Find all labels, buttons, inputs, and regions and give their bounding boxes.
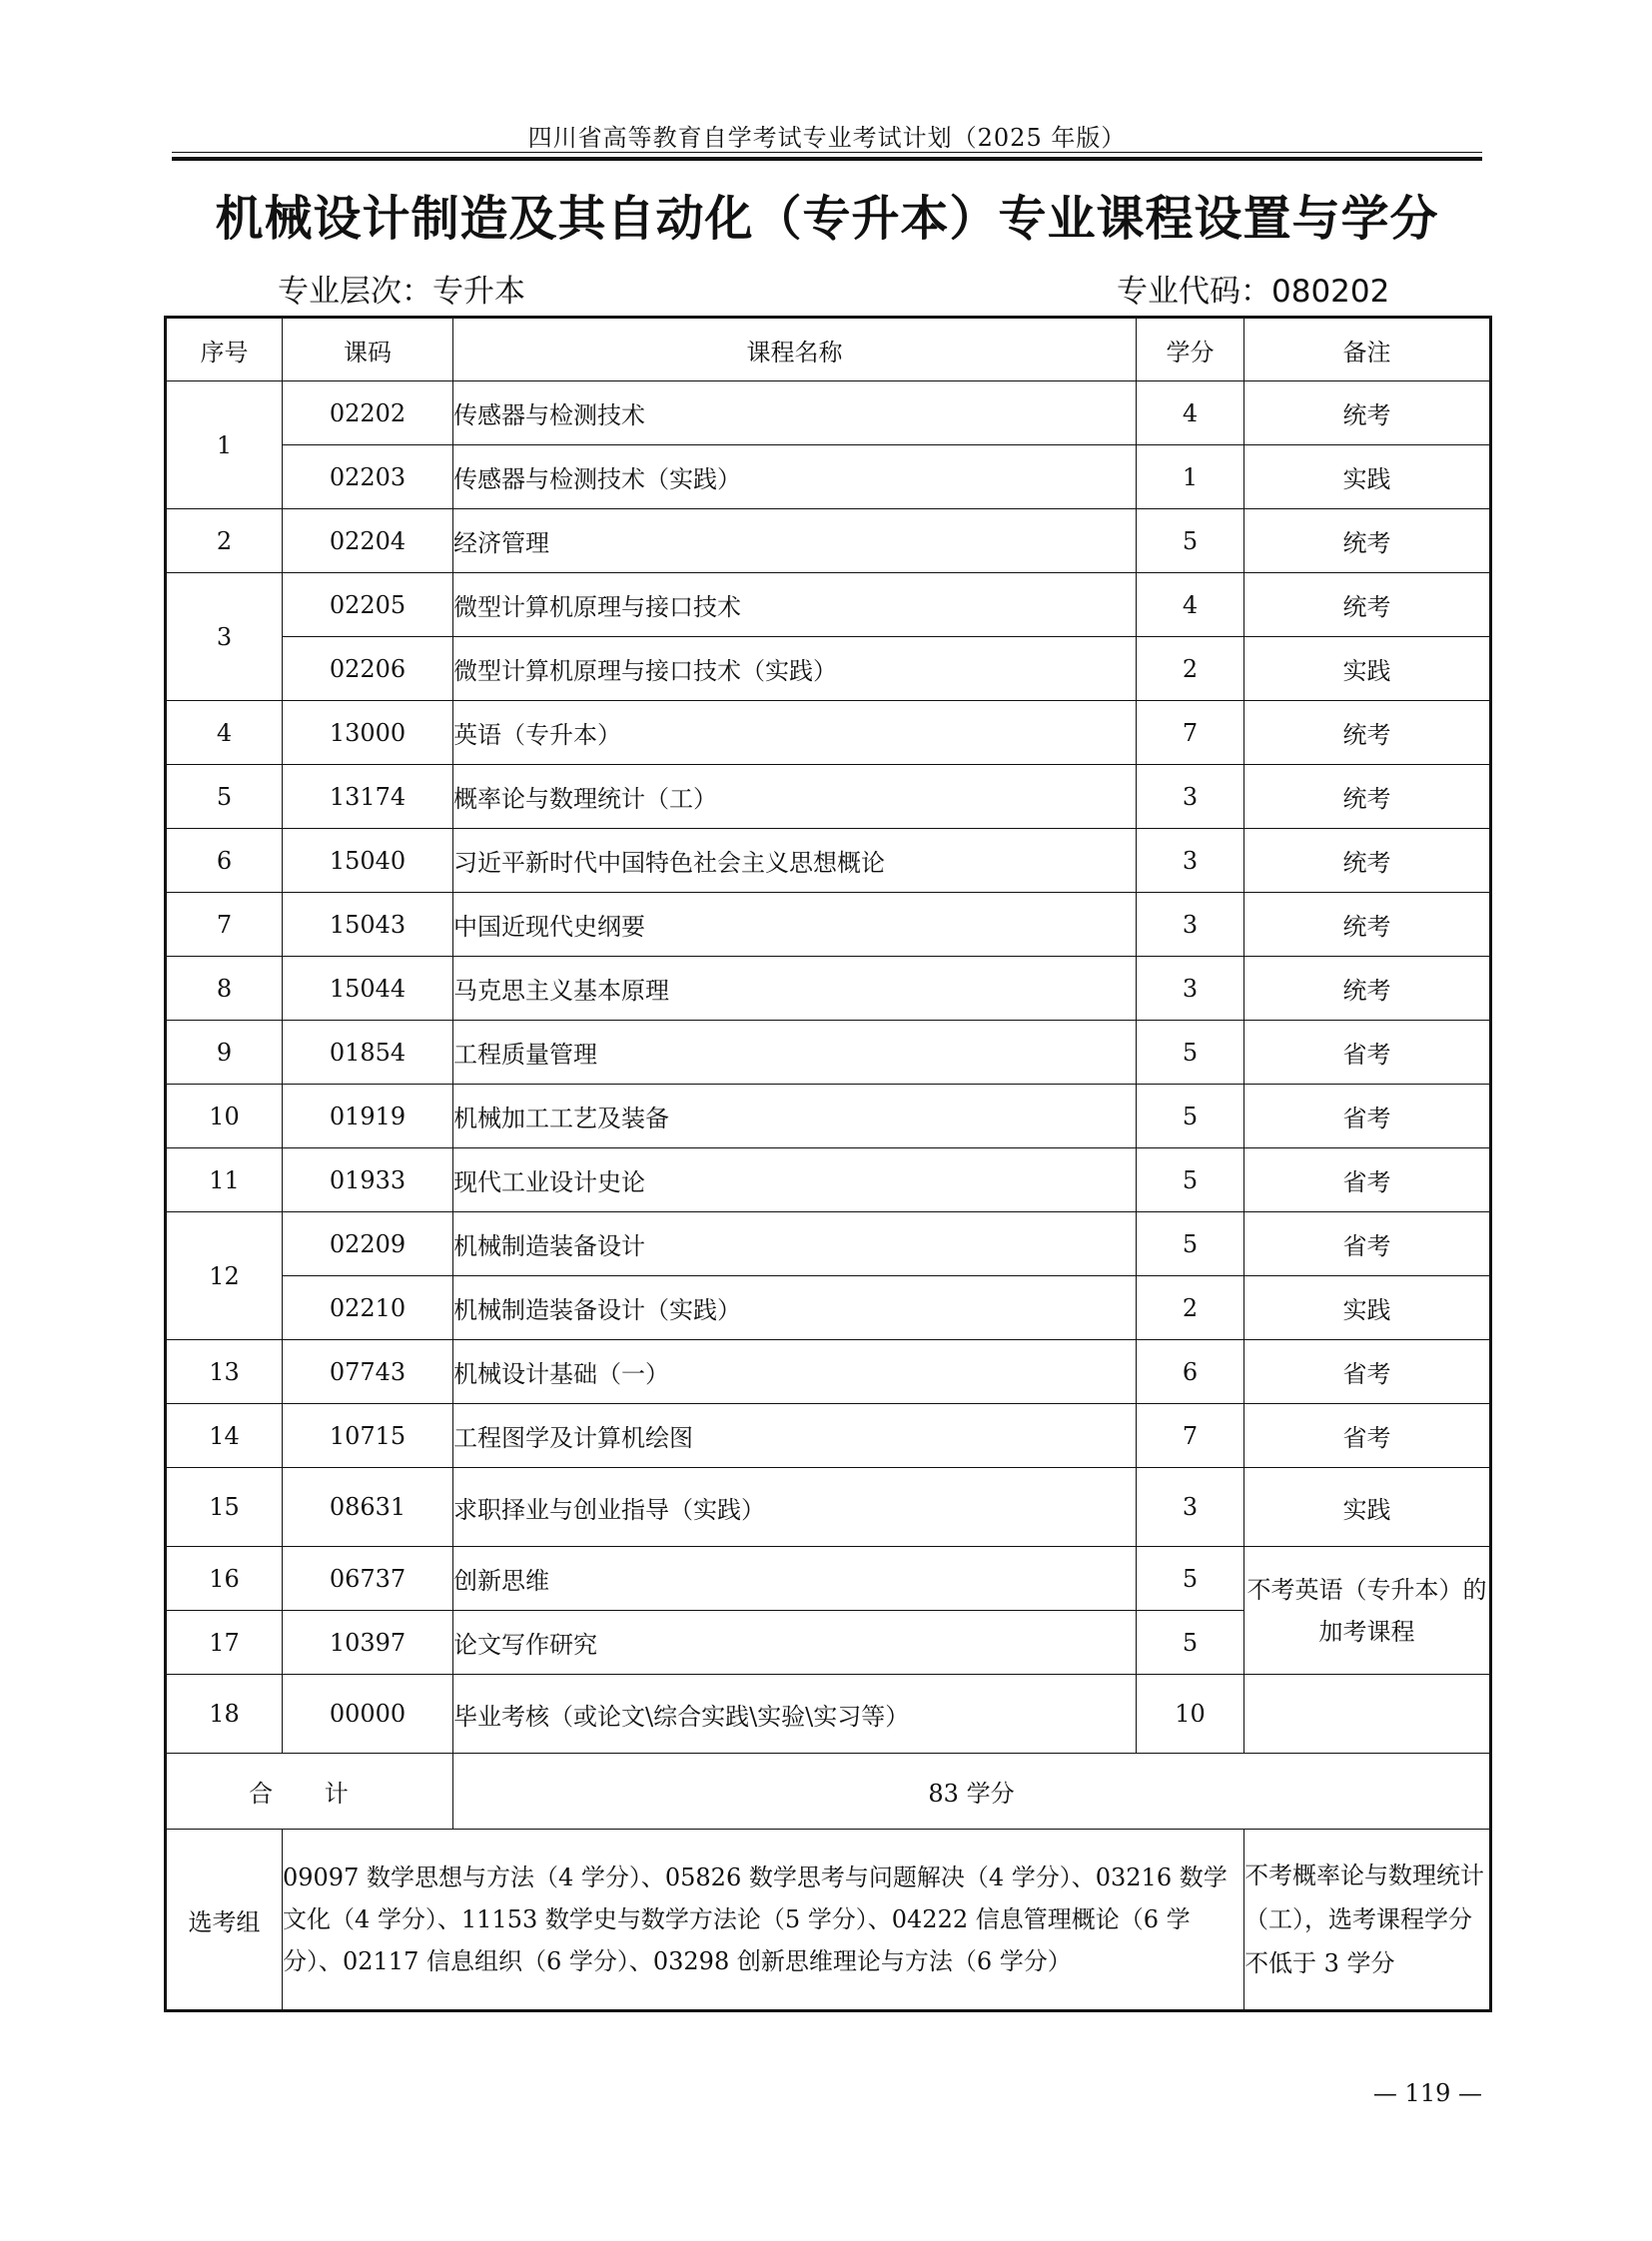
- row-seq: 16: [166, 1547, 283, 1611]
- row-code: 02202: [283, 381, 453, 445]
- row-note: 省考: [1244, 1212, 1491, 1276]
- row-note: 不考英语（专升本）的加考课程: [1244, 1547, 1491, 1675]
- header-rule: [172, 152, 1482, 153]
- row-credits: 4: [1137, 573, 1244, 637]
- table-row: [166, 1340, 1491, 1404]
- table-row: [166, 1468, 1491, 1547]
- row-code: 01919: [283, 1085, 453, 1148]
- row-credits: 2: [1137, 637, 1244, 701]
- course-table: [164, 316, 1492, 2012]
- row-course-name: 工程质量管理: [453, 1021, 1137, 1085]
- row-code: 15044: [283, 957, 453, 1021]
- header-rule-thick: [172, 157, 1482, 161]
- header-code: 课码: [283, 318, 453, 381]
- table-row: [166, 1148, 1491, 1212]
- row-course-name: 创新思维: [453, 1547, 1137, 1611]
- row-code: 07743: [283, 1340, 453, 1404]
- table-row: [166, 1675, 1491, 1754]
- row-note: 统考: [1244, 829, 1491, 893]
- page-number: — 119 —: [1372, 2079, 1482, 2107]
- row-note: 统考: [1244, 381, 1491, 445]
- row-seq: 15: [166, 1468, 283, 1547]
- row-code: 15043: [283, 893, 453, 957]
- table-row: [166, 1212, 1491, 1276]
- table-row: [166, 445, 1491, 509]
- row-code: 08631: [283, 1468, 453, 1547]
- row-seq: 11: [166, 1148, 283, 1212]
- row-credits: 5: [1137, 1148, 1244, 1212]
- elective-label: 选考组: [166, 1830, 283, 2011]
- total-credits: 83 学分: [453, 1754, 1491, 1830]
- row-note: 统考: [1244, 509, 1491, 573]
- row-credits: 7: [1137, 1404, 1244, 1468]
- row-credits: 4: [1137, 381, 1244, 445]
- row-code: 01854: [283, 1021, 453, 1085]
- row-note: 实践: [1244, 445, 1491, 509]
- row-course-name: 机械加工工艺及装备: [453, 1085, 1137, 1148]
- header-note: 备注: [1244, 318, 1491, 381]
- major-code: 专业代码：080202: [1117, 274, 1390, 310]
- row-note: 实践: [1244, 1468, 1491, 1547]
- row-note: 实践: [1244, 1276, 1491, 1340]
- elective-courses: 09097 数学思想与方法（4 学分）、05826 数学思考与问题解决（4 学分）、03216 数学文化（4 学分）、11153 数学史与数学方法论（5 学分）、04222 信息管理概论（6 学分）、02117 信息组织（6 学分）、03298 创新思维理论与方法（6 学分）: [283, 1830, 1244, 2011]
- row-course-name: 习近平新时代中国特色社会主义思想概论: [453, 829, 1137, 893]
- row-seq: 7: [166, 893, 283, 957]
- row-seq: 6: [166, 829, 283, 893]
- row-note: 统考: [1244, 573, 1491, 637]
- table-row: [166, 1085, 1491, 1148]
- table-row: [166, 1547, 1491, 1611]
- row-credits: 5: [1137, 1212, 1244, 1276]
- table-row: [166, 765, 1491, 829]
- row-code: 02209: [283, 1212, 453, 1276]
- table-row: [166, 381, 1491, 445]
- row-code: 01933: [283, 1148, 453, 1212]
- page-title: 机械设计制造及其自动化（专升本）专业课程设置与学分: [215, 191, 1439, 247]
- row-credits: 1: [1137, 445, 1244, 509]
- row-note: 省考: [1244, 1404, 1491, 1468]
- row-credits: 3: [1137, 893, 1244, 957]
- row-seq: 2: [166, 509, 283, 573]
- table-row: [166, 701, 1491, 765]
- row-seq: 5: [166, 765, 283, 829]
- row-course-name: 微型计算机原理与接口技术（实践）: [453, 637, 1137, 701]
- row-course-name: 现代工业设计史论: [453, 1148, 1137, 1212]
- row-course-name: 英语（专升本）: [453, 701, 1137, 765]
- row-course-name: 机械制造装备设计（实践）: [453, 1276, 1137, 1340]
- row-seq: 4: [166, 701, 283, 765]
- row-course-name: 机械设计基础（一）: [453, 1340, 1137, 1404]
- row-course-name: 求职择业与创业指导（实践）: [453, 1468, 1137, 1547]
- row-seq: 18: [166, 1675, 283, 1754]
- row-course-name: 传感器与检测技术（实践）: [453, 445, 1137, 509]
- row-course-name: 机械制造装备设计: [453, 1212, 1137, 1276]
- table-row: [166, 957, 1491, 1021]
- row-note: 统考: [1244, 765, 1491, 829]
- row-code: 02204: [283, 509, 453, 573]
- table-row: [166, 637, 1491, 701]
- table-row: [166, 1021, 1491, 1085]
- row-code: 13174: [283, 765, 453, 829]
- row-credits: 5: [1137, 1611, 1244, 1675]
- header-seq: 序号: [166, 318, 283, 381]
- row-code: 02205: [283, 573, 453, 637]
- row-note: 统考: [1244, 893, 1491, 957]
- row-course-name: 概率论与数理统计（工）: [453, 765, 1137, 829]
- table-row: [166, 1404, 1491, 1468]
- table-row: [166, 893, 1491, 957]
- row-credits: 5: [1137, 1021, 1244, 1085]
- elective-note: 不考概率论与数理统计（工），选考课程学分不低于 3 学分: [1244, 1830, 1491, 2011]
- row-course-name: 微型计算机原理与接口技术: [453, 573, 1137, 637]
- total-label: 合 计: [166, 1754, 453, 1830]
- row-note: 省考: [1244, 1085, 1491, 1148]
- row-credits: 3: [1137, 957, 1244, 1021]
- header-name: 课程名称: [453, 318, 1137, 381]
- row-credits: 7: [1137, 701, 1244, 765]
- row-course-name: 经济管理: [453, 509, 1137, 573]
- row-seq: 10: [166, 1085, 283, 1148]
- row-seq: 1: [166, 381, 283, 509]
- elective-row: [166, 1830, 1491, 2011]
- total-row: [166, 1754, 1491, 1830]
- row-note: 统考: [1244, 701, 1491, 765]
- table-header-row: [166, 318, 1491, 381]
- row-code: 02206: [283, 637, 453, 701]
- row-credits: 5: [1137, 1547, 1244, 1611]
- row-note: 省考: [1244, 1340, 1491, 1404]
- row-course-name: 毕业考核（或论文\综合实践\实验\实习等）: [453, 1675, 1137, 1754]
- row-seq: 3: [166, 573, 283, 701]
- row-code: 02210: [283, 1276, 453, 1340]
- row-seq: 8: [166, 957, 283, 1021]
- row-credits: 3: [1137, 829, 1244, 893]
- row-code: 10397: [283, 1611, 453, 1675]
- row-credits: 6: [1137, 1340, 1244, 1404]
- row-credits: 10: [1137, 1675, 1244, 1754]
- row-course-name: 中国近现代史纲要: [453, 893, 1137, 957]
- row-code: 13000: [283, 701, 453, 765]
- table-row: [166, 1276, 1491, 1340]
- row-seq: 12: [166, 1212, 283, 1340]
- table-row: [166, 829, 1491, 893]
- row-credits: 5: [1137, 509, 1244, 573]
- row-seq: 13: [166, 1340, 283, 1404]
- header-credits: 学分: [1137, 318, 1244, 381]
- running-header: 四川省高等教育自学考试专业考试计划（2025 年版）: [527, 124, 1127, 152]
- row-credits: 3: [1137, 1468, 1244, 1547]
- row-note: [1244, 1675, 1491, 1754]
- row-seq: 9: [166, 1021, 283, 1085]
- row-note: 统考: [1244, 957, 1491, 1021]
- row-code: 02203: [283, 445, 453, 509]
- row-credits: 2: [1137, 1276, 1244, 1340]
- table-row: [166, 509, 1491, 573]
- row-code: 06737: [283, 1547, 453, 1611]
- row-course-name: 传感器与检测技术: [453, 381, 1137, 445]
- row-note: 省考: [1244, 1021, 1491, 1085]
- row-course-name: 工程图学及计算机绘图: [453, 1404, 1137, 1468]
- major-level: 专业层次：专升本: [278, 274, 525, 310]
- row-note: 省考: [1244, 1148, 1491, 1212]
- row-note: 实践: [1244, 637, 1491, 701]
- row-code: 10715: [283, 1404, 453, 1468]
- row-course-name: 论文写作研究: [453, 1611, 1137, 1675]
- row-code: 00000: [283, 1675, 453, 1754]
- row-code: 15040: [283, 829, 453, 893]
- row-credits: 5: [1137, 1085, 1244, 1148]
- row-credits: 3: [1137, 765, 1244, 829]
- table-row: [166, 573, 1491, 637]
- row-course-name: 马克思主义基本原理: [453, 957, 1137, 1021]
- row-seq: 14: [166, 1404, 283, 1468]
- row-seq: 17: [166, 1611, 283, 1675]
